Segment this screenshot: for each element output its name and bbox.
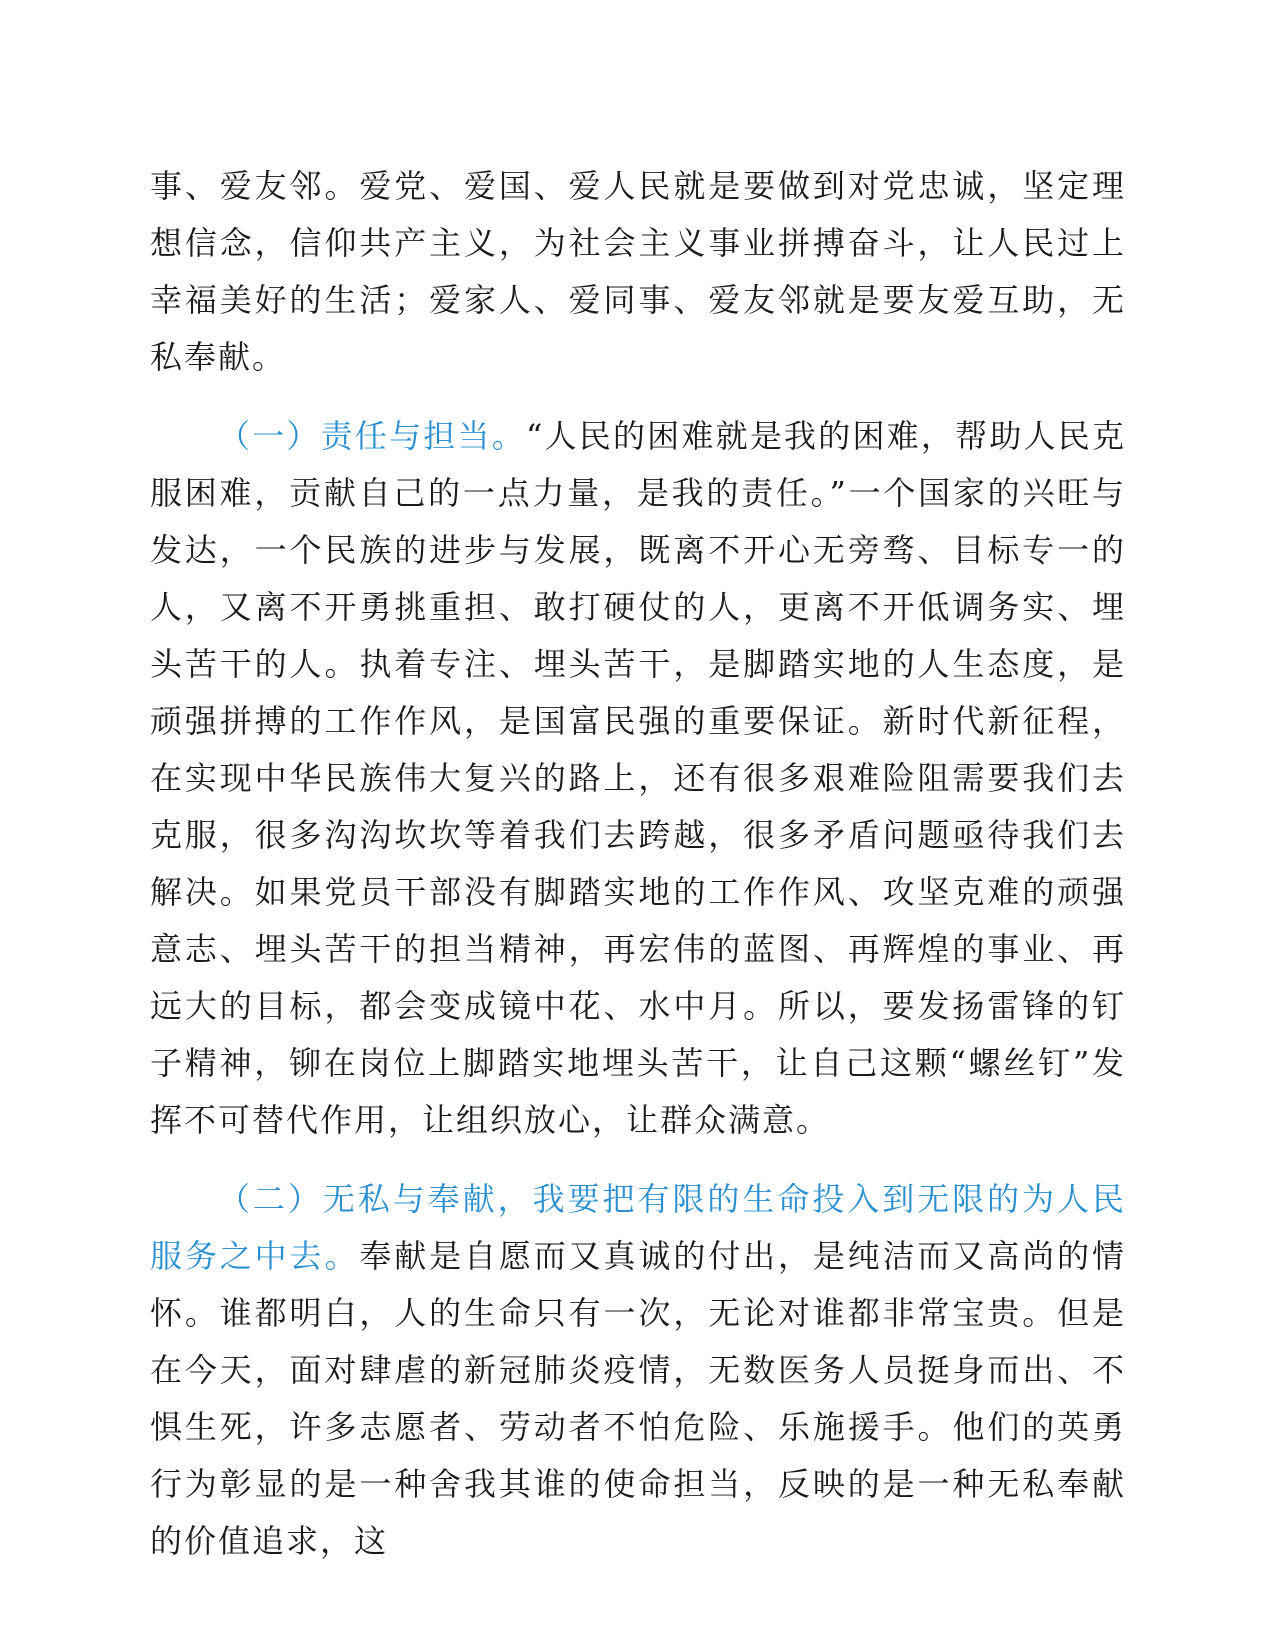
section-heading: （一）责任与担当。 <box>218 417 526 455</box>
section-heading: （二）无私与奉献，我要把有限的生命投入到无限的为人民服务之中去。 <box>150 1180 1126 1275</box>
paragraph-body: 奉献是自愿而又真诚的付出，是纯洁而又高尚的情怀。谁都明白，人的生命只有一次，无论对谁都非常宝贵。但是在今天，面对肆虐的新冠肺炎疫情，无数医务人员挺身而出、不惧生死，许多志愿者、劳动者不怕危险、乐施援手。他们的英勇行为彰显的是一种舍我其谁的使命担当，反映的是一种无私奉献的价值追求，这 <box>150 1237 1126 1560</box>
paragraph-intro-continuation <box>150 158 1126 386</box>
document-page <box>150 158 1126 1570</box>
paragraph-body: 事、爱友邻。爱党、爱国、爱人民就是要做到对党忠诚，坚定理想信念，信仰共产主义，为社会主义事业拼搏奋斗，让人民过上幸福美好的生活；爱家人、爱同事、爱友邻就是要友爱互助，无私奉献。 <box>150 167 1126 376</box>
paragraph-section-1 <box>150 408 1126 1149</box>
paragraph-section-2 <box>150 1171 1126 1570</box>
paragraph-body: “人民的困难就是我的困难，帮助人民克服困难，贡献自己的一点力量，是我的责任。”一个国家的兴旺与发达，一个民族的进步与发展，既离不开心无旁骛、目标专一的人，又离不开勇挑重担、敢打硬仗的人，更离不开低调务实、埋头苦干的人。执着专注、埋头苦干，是脚踏实地的人生态度，是顽强拼搏的工作作风，是国富民强的重要保证。新时代新征程，在实现中华民族伟大复兴的路上，还有很多艰难险阻需要我们去克服，很多沟沟坎坎等着我们去跨越，很多矛盾问题亟待我们去解决。如果党员干部没有脚踏实地的工作作风、攻坚克难的顽强意志、埋头苦干的担当精神，再宏伟的蓝图、再辉煌的事业、再远大的目标，都会变成镜中花、水中月。所以，要发扬雷锋的钉子精神，铆在岗位上脚踏实地埋头苦干，让自己这颗“螺丝钉”发挥不可替代作用，让组织放心，让群众满意。 <box>150 417 1126 1139</box>
